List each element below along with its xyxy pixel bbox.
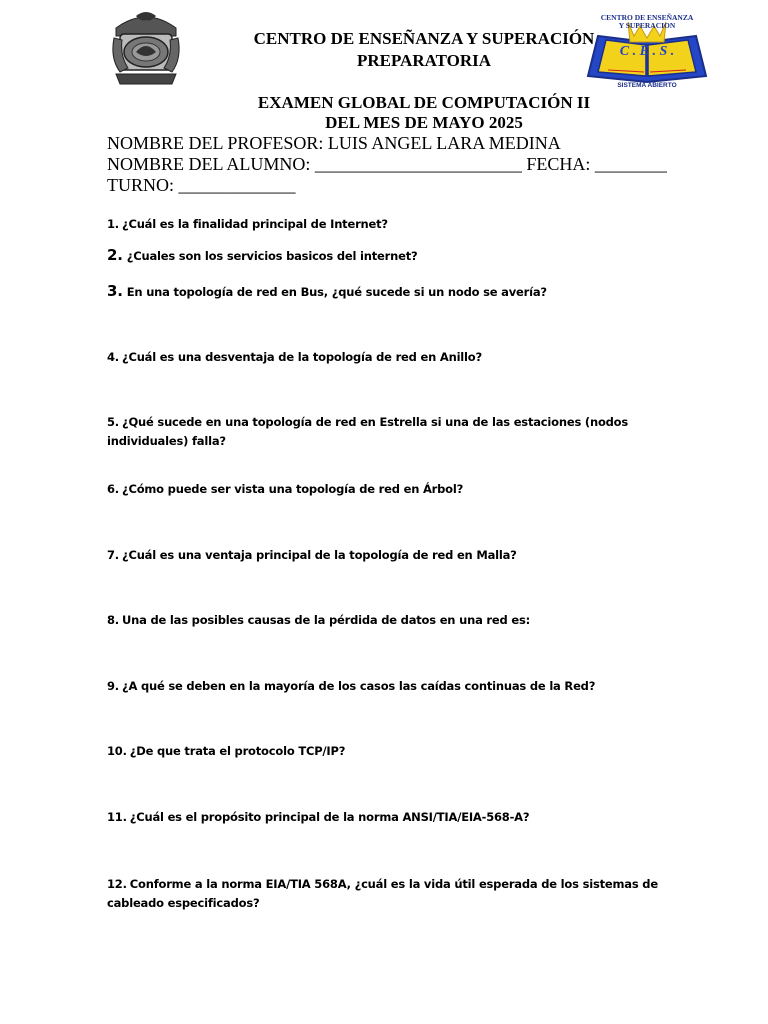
- question-text: ¿A qué se deben en la mayoría de los casos las caídas continuas de la Red?: [121, 679, 596, 693]
- question-number: 7.: [107, 548, 119, 562]
- question-number: 11.: [107, 810, 127, 824]
- question-2: [107, 246, 707, 266]
- question-text: ¿Cuál es una desventaja de la topología de red en Anillo?: [121, 350, 482, 364]
- question-number: 12.: [107, 877, 127, 891]
- question-text: En una topología de red en Bus, ¿qué sucede si un nodo se avería?: [126, 285, 547, 299]
- question-number: 1.: [107, 217, 119, 231]
- shift-line: TURNO: _____________: [107, 175, 296, 195]
- question-text: ¿De que trata el protocolo TCP/IP?: [129, 744, 346, 758]
- exam-title: EXAMEN GLOBAL DE COMPUTACIÓN II: [257, 93, 591, 112]
- question-10: [107, 742, 707, 761]
- logo-top-text: CENTRO DE ENSEÑANZA Y SUPERACION: [600, 13, 694, 30]
- question-text: ¿Qué sucede en una topología de red en Estrella si una de las estaciones (nodos individuales) falla?: [107, 415, 629, 448]
- question-text: ¿Cuál es la finalidad principal de Internet?: [121, 217, 388, 231]
- question-text: ¿Cuál es el propósito principal de la norma ANSI/TIA/EIA-568-A?: [129, 810, 530, 824]
- question-text: ¿Cuales son los servicios basicos del internet?: [126, 249, 418, 263]
- question-text: Una de las posibles causas de la pérdida de datos en una red es:: [121, 613, 530, 627]
- question-number: 6.: [107, 482, 119, 496]
- question-text: ¿Cómo puede ser vista una topología de red en Árbol?: [121, 482, 464, 496]
- logo-bottom-text: SISTEMA ABIERTO: [617, 82, 677, 89]
- question-1: [107, 215, 707, 234]
- student-name-line: NOMBRE DEL ALUMNO: _______________________ FECHA: ________: [107, 154, 667, 174]
- question-number: 4.: [107, 350, 119, 364]
- question-number: 9.: [107, 679, 119, 693]
- question-text: ¿Cuál es una ventaja principal de la topología de red en Malla?: [121, 548, 517, 562]
- question-number: 8.: [107, 613, 119, 627]
- question-number: 5.: [107, 415, 119, 429]
- question-7: [107, 546, 707, 565]
- question-8: [107, 611, 707, 630]
- exam-date: DEL MES DE MAYO 2025: [325, 113, 523, 132]
- question-3: [107, 282, 707, 302]
- school-name: CENTRO DE ENSEÑANZA Y SUPERACIÓN: [253, 29, 595, 48]
- question-11: [107, 808, 707, 827]
- question-number: 10.: [107, 744, 127, 758]
- question-number: 2.: [107, 246, 123, 264]
- logo-initials: C . E . S .: [619, 44, 675, 59]
- question-5: [107, 413, 707, 451]
- question-4: [107, 348, 707, 367]
- teacher-name-line: NOMBRE DEL PROFESOR: LUIS ANGEL LARA MEDINA: [107, 133, 561, 153]
- question-number: 3.: [107, 282, 123, 300]
- school-level: PREPARATORIA: [356, 51, 492, 70]
- question-6: [107, 480, 707, 499]
- question-text: Conforme a la norma EIA/TIA 568A, ¿cuál es la vida útil esperada de los sistemas de cableado especificados?: [107, 877, 658, 910]
- school-crest-logo: [106, 8, 186, 88]
- question-12: [107, 875, 677, 913]
- question-9: [107, 677, 707, 696]
